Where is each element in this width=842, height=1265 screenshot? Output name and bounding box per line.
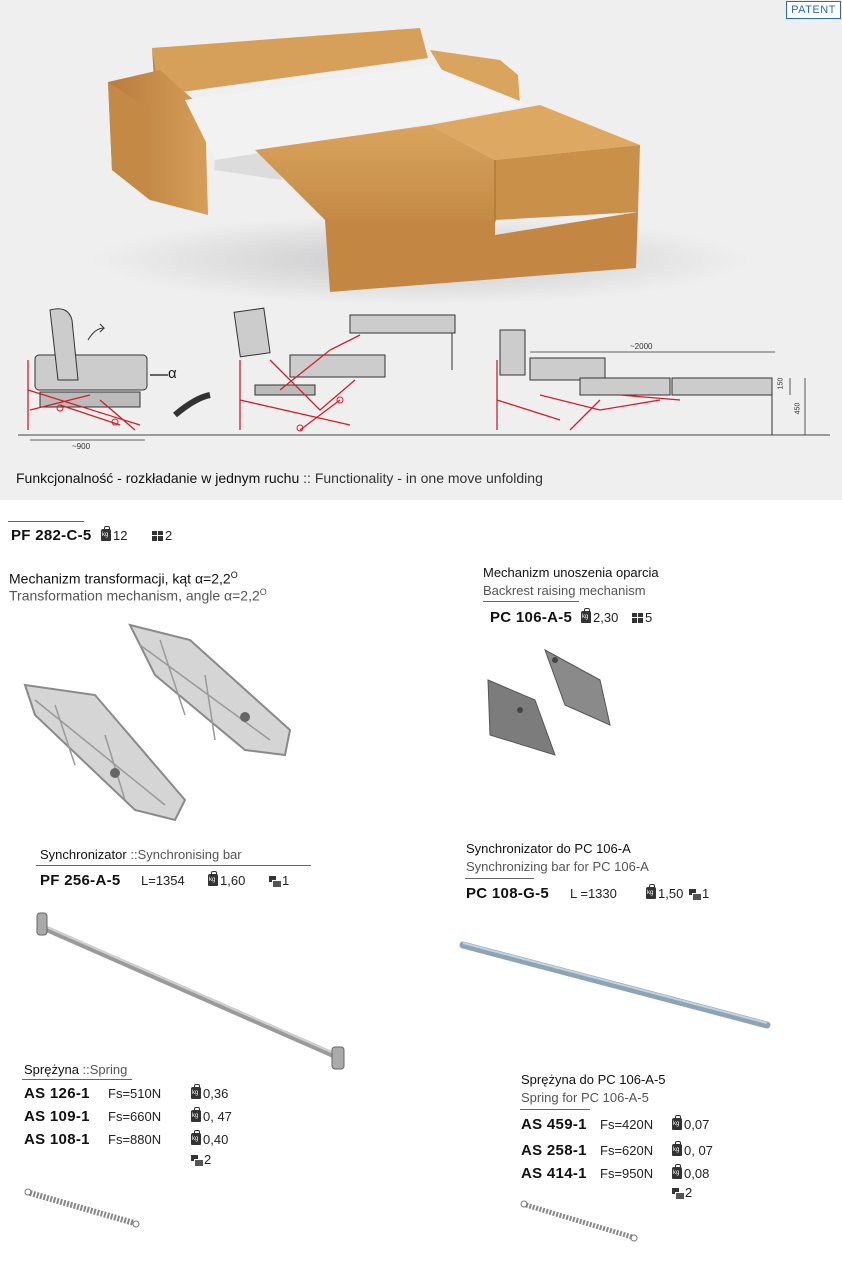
divider [36,865,311,866]
functionality-caption [16,470,543,486]
weight-icon [581,611,591,623]
spring-row-weight: kg 0, 47 [191,1109,232,1124]
weight-icon [672,1167,682,1179]
pf282-title-pl: Mechanizm transformacji, kąt $\alpha=2,2^O$ [9,570,238,587]
pc106-qty: 5 [632,610,652,625]
spring106-title-en: Spring for PC 106-A-5 [521,1090,649,1105]
diagram-mid [234,308,455,431]
dim-2000: ~2000 [630,342,653,351]
backrest-mechanism-image [480,640,620,760]
stack-icon [191,1155,202,1165]
weight-icon [672,1118,682,1130]
pf282-weight: kg 12 [101,528,127,543]
transformation-mechanism-image [15,615,295,825]
pf256-length: L=1354 [141,873,185,888]
spring106-row-force: Fs=620N [600,1143,654,1158]
spring106-image [520,1197,640,1247]
diagram-folded [28,309,168,440]
caption-sep: :: [299,470,315,486]
pf282-title-en: Transformation mechanism, angle $\alpha=2,2^O$ [9,587,267,604]
spring106-row-weight: kg 0,07 [672,1117,709,1132]
divider [483,601,579,602]
dim-450: 450 [794,402,802,415]
spring106-row-weight: kg 0,08 [672,1166,709,1181]
pc108-code: PC 108-G-5 [466,885,550,902]
pc106-title-en: Backrest raising mechanism [483,583,646,598]
spring-row-weight: kg 0,40 [191,1132,228,1147]
pc108-title-en: Synchronizing bar for PC 106-A [466,859,649,874]
caption-pl-rest: - rozkładanie w jednym ruchu [113,470,300,486]
spring106-qty: 2 [672,1185,692,1200]
pf256-title: Synchronizator ::Synchronising bar [40,847,242,862]
pf256-qty: 1 [269,873,289,888]
pc106-weight: kg 2,30 [581,610,618,625]
spring-row-code: AS 108-1 [24,1131,90,1148]
pf256-code: PF 256-A-5 [40,872,121,889]
synchronising-bar-image [30,905,360,1075]
spring106-row-code: AS 414-1 [521,1165,587,1182]
arrow-icon [175,395,210,415]
pc108-qty: 1 [689,886,709,901]
spring106-row-code: AS 258-1 [521,1142,587,1159]
spring106-title-pl: Sprężyna do PC 106-A-5 [521,1072,666,1087]
stack-icon [672,1188,683,1198]
divider [465,878,534,879]
divider [8,521,84,522]
pc108-title-pl: Synchronizator do PC 106-A [466,841,631,856]
spring-row-weight: kg 0,36 [191,1086,228,1101]
weight-icon [208,874,218,886]
spring-row-force: Fs=660N [108,1109,162,1124]
spring106-row-code: AS 459-1 [521,1116,587,1133]
dim-150: 150 [777,377,785,390]
weight-icon [101,529,111,541]
pc106-code: PC 106-A-5 [490,609,573,626]
weight-icon [646,887,656,899]
pf282-qty: 2 [152,528,172,543]
spring-qty: 2 [191,1152,211,1167]
dim-900: ~900 [72,442,91,451]
spring-image [22,1183,142,1233]
spring-row-force: Fs=880N [108,1132,162,1147]
spring-title: Sprężyna ::Spring [24,1062,128,1077]
mechanism-diagrams [0,300,842,460]
stack-icon [269,876,280,886]
divider [22,1079,132,1080]
spring106-row-force: Fs=950N [600,1166,654,1181]
pf256-weight: kg 1,60 [208,873,245,888]
synchronizing-bar-pc106-image [455,935,780,1035]
weight-icon [191,1087,201,1099]
weight-icon [191,1110,201,1122]
hero-section [0,0,842,500]
spring-row-code: AS 109-1 [24,1108,90,1125]
spring-row-code: AS 126-1 [24,1085,90,1102]
spring106-row-force: Fs=420N [600,1117,654,1132]
patent-badge: PATENT [786,1,841,19]
spring106-row-weight: kg 0, 07 [672,1143,713,1158]
pc108-length: L =1330 [570,886,617,901]
spring-row-force: Fs=510N [108,1086,162,1101]
caption-en: Functionality [314,470,394,486]
weight-icon [672,1144,682,1156]
weight-icon [191,1133,201,1145]
pf282-code: PF 282-C-5 [11,527,92,544]
divider [520,1109,590,1110]
stack-icon [689,889,700,899]
caption-en-rest: - in one move unfolding [393,470,543,486]
pc108-weight: kg 1,50 [646,886,683,901]
caption-pl: Funkcjonalność [16,470,114,486]
alpha-label: α [168,365,177,382]
box-icon [632,613,643,623]
box-icon [152,531,163,541]
pc106-title-pl: Mechanizm unoszenia oparcia [483,565,659,580]
